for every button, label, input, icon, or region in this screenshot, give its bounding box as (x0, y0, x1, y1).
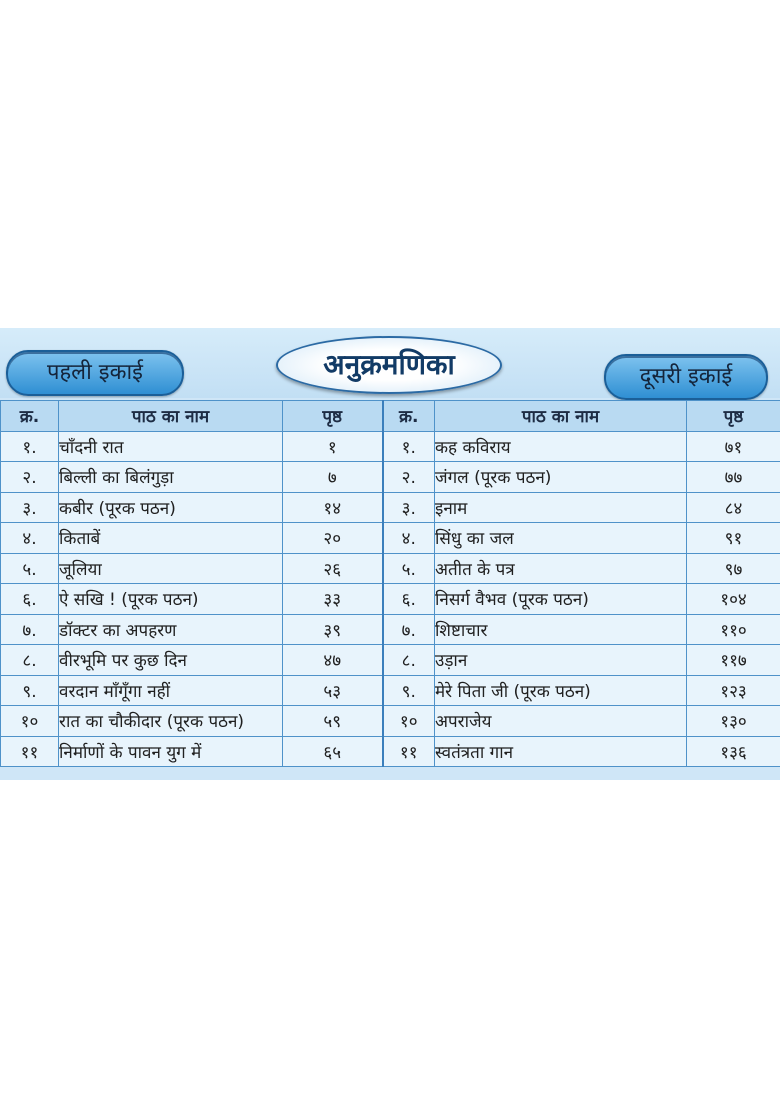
table-row (1, 736, 780, 767)
lesson-title-left: वरदान माँगूँगा नहीं (59, 675, 283, 706)
lesson-number-left: १० (1, 706, 59, 737)
lesson-page-right: १२३ (687, 675, 780, 706)
lesson-number-right: ११ (383, 736, 435, 767)
lesson-page-left: ३३ (283, 584, 383, 615)
table-row (1, 584, 780, 615)
lesson-title-left: ऐ सखि ! (पूरक पठन) (59, 584, 283, 615)
lesson-page-left: २६ (283, 553, 383, 584)
lesson-number-left: ३. (1, 492, 59, 523)
header-page-right: पृष्ठ (687, 401, 780, 432)
table-header-row (1, 401, 780, 432)
lesson-title-right: निसर्ग वैभव (पूरक पठन) (435, 584, 687, 615)
header-num-right: क्र. (383, 401, 435, 432)
lesson-number-left: ५. (1, 553, 59, 584)
lesson-title-right: कह कविराय (435, 431, 687, 462)
table-row (1, 462, 780, 493)
lesson-page-left: २० (283, 523, 383, 554)
lesson-title-right: शिष्टाचार (435, 614, 687, 645)
lesson-number-left: ६. (1, 584, 59, 615)
lesson-page-left: १ (283, 431, 383, 462)
lesson-title-left: किताबें (59, 523, 283, 554)
lesson-number-left: ७. (1, 614, 59, 645)
lesson-page-right: ९७ (687, 553, 780, 584)
lesson-title-right: उड़ान (435, 645, 687, 676)
lesson-title-right: जंगल (पूरक पठन) (435, 462, 687, 493)
table-row (1, 645, 780, 676)
lesson-number-right: ४. (383, 523, 435, 554)
table-row (1, 431, 780, 462)
lesson-title-left: चाँदनी रात (59, 431, 283, 462)
lesson-title-left: वीरभूमि पर कुछ दिन (59, 645, 283, 676)
unit-one-label: पहली इकाई (6, 350, 184, 396)
lesson-number-right: १. (383, 431, 435, 462)
lesson-title-right: अतीत के पत्र (435, 553, 687, 584)
lesson-page-right: १०४ (687, 584, 780, 615)
lesson-title-right: मेरे पिता जी (पूरक पठन) (435, 675, 687, 706)
page-title: अनुक्रमणिका (276, 336, 502, 394)
lesson-number-right: ६. (383, 584, 435, 615)
lesson-title-left: रात का चौकीदार (पूरक पठन) (59, 706, 283, 737)
lesson-title-left: कबीर (पूरक पठन) (59, 492, 283, 523)
header-num-left: क्र. (1, 401, 59, 432)
lesson-page-left: १४ (283, 492, 383, 523)
lesson-page-right: ८४ (687, 492, 780, 523)
lesson-page-left: ७ (283, 462, 383, 493)
lesson-page-right: ११० (687, 614, 780, 645)
lesson-page-left: ४७ (283, 645, 383, 676)
table-row (1, 492, 780, 523)
lesson-number-left: ४. (1, 523, 59, 554)
contents-table (0, 400, 780, 767)
header-name-right: पाठ का नाम (435, 401, 687, 432)
lesson-page-left: ३९ (283, 614, 383, 645)
lesson-page-left: ५३ (283, 675, 383, 706)
lesson-title-left: बिल्ली का बिलंगुड़ा (59, 462, 283, 493)
lesson-title-left: निर्माणों के पावन युग में (59, 736, 283, 767)
lesson-number-left: १. (1, 431, 59, 462)
lesson-page-left: ५९ (283, 706, 383, 737)
lesson-number-right: ७. (383, 614, 435, 645)
lesson-title-right: इनाम (435, 492, 687, 523)
lesson-number-left: ९. (1, 675, 59, 706)
header-name-left: पाठ का नाम (59, 401, 283, 432)
table-row (1, 675, 780, 706)
header-page-left: पृष्ठ (283, 401, 383, 432)
lesson-number-right: २. (383, 462, 435, 493)
lesson-title-right: अपराजेय (435, 706, 687, 737)
lesson-number-left: २. (1, 462, 59, 493)
lesson-title-left: जूलिया (59, 553, 283, 584)
unit-two-label: दूसरी इकाई (604, 354, 768, 400)
lesson-title-right: सिंधु का जल (435, 523, 687, 554)
lesson-page-right: १३६ (687, 736, 780, 767)
lesson-number-right: ३. (383, 492, 435, 523)
lesson-title-left: डॉक्टर का अपहरण (59, 614, 283, 645)
toc-panel (0, 328, 780, 780)
table-body (1, 431, 780, 767)
lesson-title-right: स्वतंत्रता गान (435, 736, 687, 767)
table-row (1, 706, 780, 737)
lesson-page-right: ७१ (687, 431, 780, 462)
lesson-number-right: १० (383, 706, 435, 737)
lesson-number-left: ११ (1, 736, 59, 767)
lesson-number-right: ९. (383, 675, 435, 706)
lesson-page-left: ६५ (283, 736, 383, 767)
lesson-number-right: ५. (383, 553, 435, 584)
table-row (1, 553, 780, 584)
table-row (1, 523, 780, 554)
table-row (1, 614, 780, 645)
lesson-page-right: ७७ (687, 462, 780, 493)
lesson-page-right: ९१ (687, 523, 780, 554)
lesson-number-left: ८. (1, 645, 59, 676)
lesson-page-right: ११७ (687, 645, 780, 676)
lesson-number-right: ८. (383, 645, 435, 676)
lesson-page-right: १३० (687, 706, 780, 737)
